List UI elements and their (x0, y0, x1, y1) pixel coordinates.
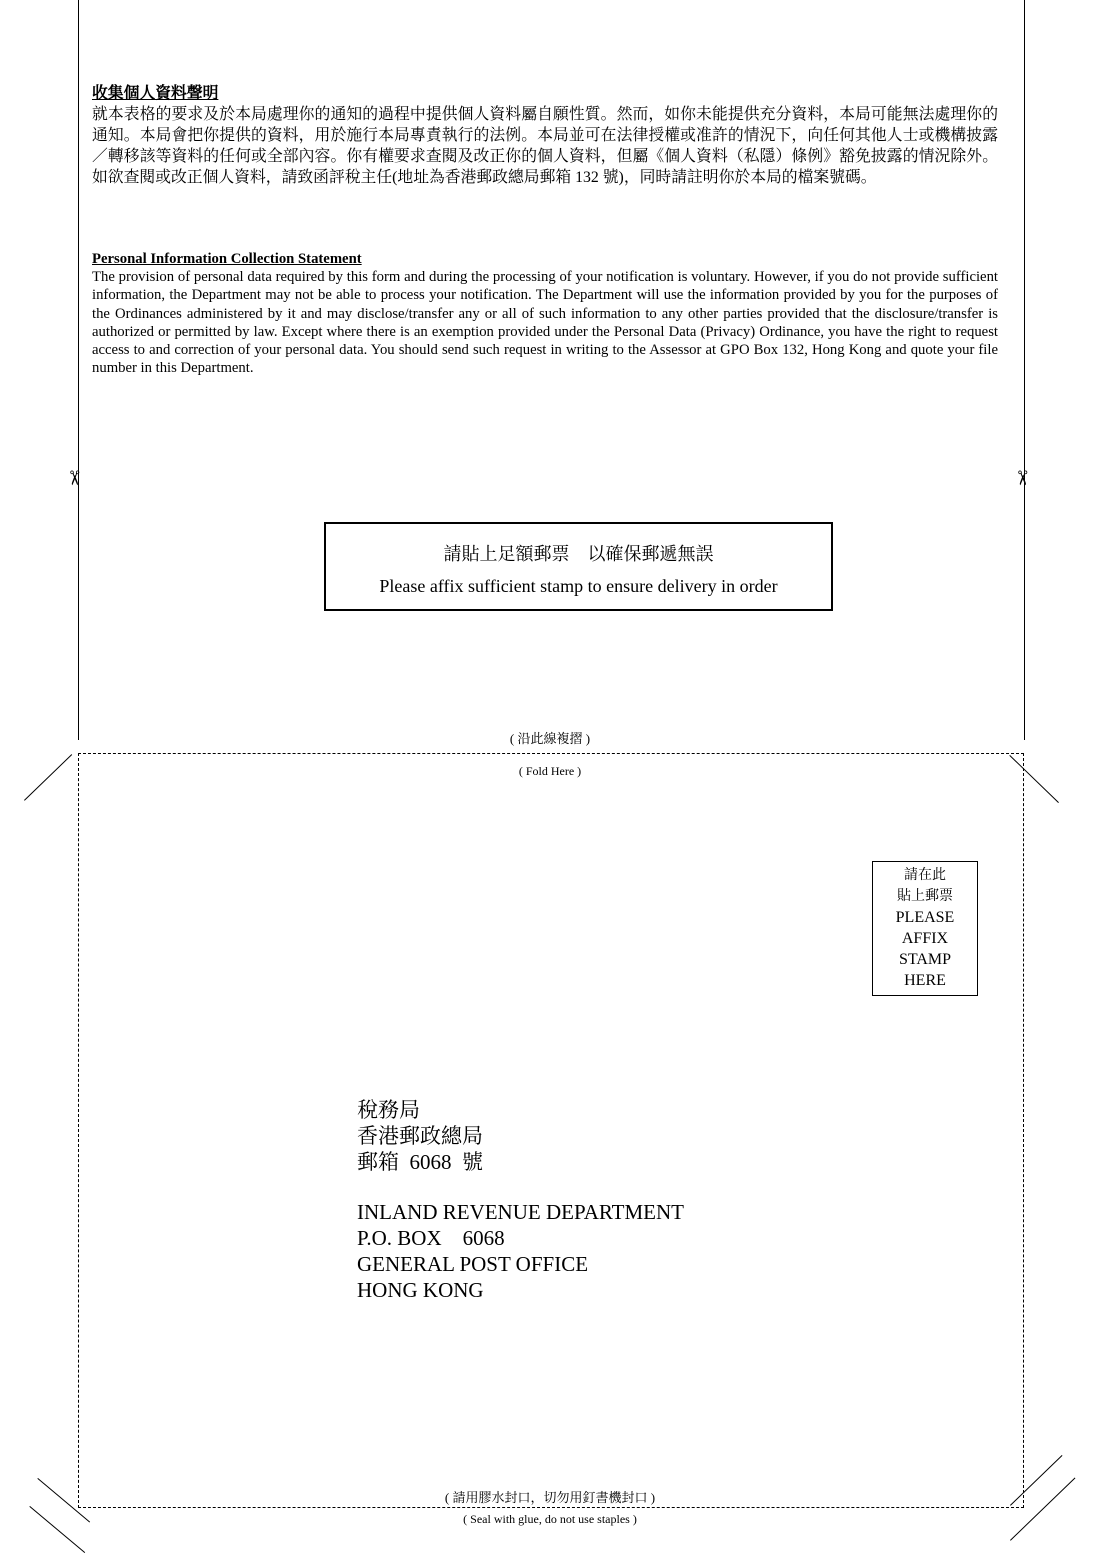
seal-label-en: ( Seal with glue, do not use staples ) (463, 1512, 637, 1526)
right-cut-line (1024, 0, 1025, 740)
stamp-reminder-zh: 請貼上足額郵票 以確保郵遞無誤 (443, 544, 714, 564)
privacy-statement-zh (92, 83, 998, 188)
address-en-line1: INLAND REVENUE DEPARTMENT (357, 1200, 684, 1224)
left-cut-line (78, 0, 79, 740)
seal-label-zh: ( 請用膠水封口，切勿用釘書機封口 ) (444, 1490, 656, 1505)
stamp-box-en-line2: AFFIX (901, 930, 949, 947)
privacy-body-en: The provision of personal data required by this form and during the processing of your notification is voluntary. However, if you do not provide sufficient information, the Department may not be able to process your notification. The Department will use the information provided by you for the purposes of the Ordinances administered by it and may disclose/transfer any or all of such information to any other parties provided that the disclosure/transfer is authorized or permitted by law. Except where there is an exemption provided under the Personal Data (Privacy) Ordinance, you have the right to request access to and correction of your personal data. You should send such request in writing to the Assessor at GPO Box 132, Hong Kong and quote your file number in this Department. (92, 269, 998, 377)
address-en-line2: P.O. BOX 6068 (357, 1226, 505, 1250)
address-zh-line3: 郵箱 6068 號 (357, 1150, 483, 1174)
address-en-line4: HONG KONG (357, 1278, 484, 1302)
privacy-heading-en: Personal Information Collection Statement (92, 251, 362, 267)
privacy-heading-zh: 收集個人資料聲明 (92, 85, 219, 102)
address-zh-line2: 香港郵政總局 (357, 1124, 483, 1148)
fold-label-en: ( Fold Here ) (518, 764, 582, 778)
stamp-placement-box (872, 861, 978, 996)
privacy-body-zh: 就本表格的要求及於本局處理你的通知的過程中提供個人資料屬自願性質。然而，如你未能提供充分資料，本局可能無法處理你的通知。本局會把你提供的資料，用於施行本局專責執行的法例。本局並可在法律授權或准許的情況下，向任何其他人士或機構披露／轉移該等資料的任何或全部內容。你有權要求查閱及改正你的個人資料，但屬《個人資料（私隱）條例》豁免披露的情況除外。如欲查閱或改正個人資料，請致函評稅主任(地址為香港郵政總局郵箱 132 號)，同時請註明你於本局的檔案號碼。 (92, 106, 998, 186)
stamp-box-en-line4: HERE (904, 972, 946, 989)
stamp-box-en-line1: PLEASE (895, 909, 955, 926)
fold-label-zh: ( 沿此線複摺 ) (509, 731, 591, 746)
scissors-icon: ✂ (1010, 469, 1035, 487)
stamp-box-en-line3: STAMP (898, 951, 952, 968)
stamp-box-zh-line1: 請在此 (904, 868, 946, 883)
privacy-statement-en (92, 250, 998, 377)
stamp-reminder-en: Please affix sufficient stamp to ensure delivery in order (379, 576, 778, 596)
mailing-address (357, 1097, 684, 1303)
address-zh-line1: 稅務局 (357, 1098, 420, 1122)
address-en-line3: GENERAL POST OFFICE (357, 1252, 589, 1276)
stamp-reminder-box (324, 522, 833, 611)
stamp-box-zh-line2: 貼上郵票 (897, 889, 953, 904)
scissors-icon: ✂ (62, 469, 87, 487)
